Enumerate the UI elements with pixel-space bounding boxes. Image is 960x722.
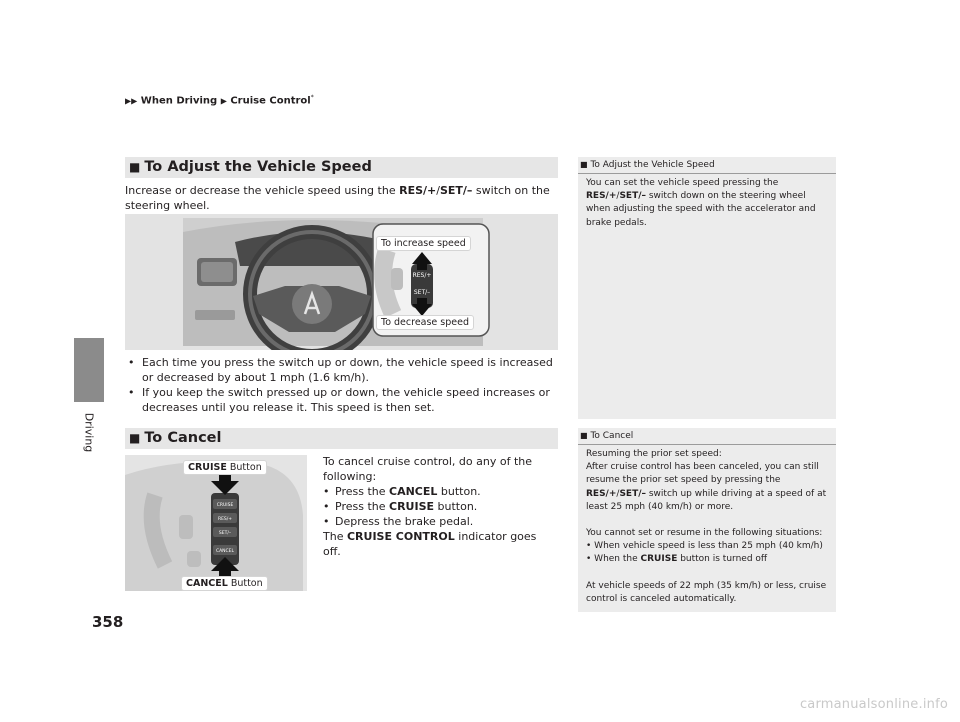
note-cancel bbox=[578, 428, 836, 612]
svg-text:CANCEL: CANCEL bbox=[215, 549, 235, 554]
adjust-intro: Increase or decrease the vehicle speed using the RES/+/SET/– switch on the steering wheel. bbox=[125, 184, 550, 212]
breadcrumb-arrow-icon: ▶▶ bbox=[125, 96, 138, 106]
note-title: ■ To Adjust the Vehicle Speed bbox=[578, 157, 836, 174]
cancel-bullet: • Press the CANCEL button. bbox=[323, 485, 481, 498]
section-heading-cancel: ■ To Cancel bbox=[125, 428, 558, 449]
breadcrumb-topic[interactable]: Cruise Control bbox=[230, 95, 311, 107]
note-title: ■ To Cancel bbox=[578, 428, 836, 445]
svg-text:RES/+: RES/+ bbox=[412, 272, 432, 279]
svg-text:SET/–: SET/– bbox=[413, 289, 431, 296]
chapter-tab bbox=[74, 338, 104, 402]
breadcrumb bbox=[125, 94, 314, 106]
cruise-button-label: CRUISE Button bbox=[183, 460, 267, 475]
cancel-bullet: • Press the CRUISE button. bbox=[323, 500, 478, 513]
chapter-label: Driving bbox=[82, 412, 96, 453]
adjust-bullet-list bbox=[128, 355, 558, 415]
callout-increase-speed: To increase speed bbox=[376, 236, 471, 251]
breadcrumb-chapter[interactable]: When Driving bbox=[140, 95, 218, 107]
square-bullet-icon: ■ bbox=[129, 431, 141, 445]
callout-decrease-speed: To decrease speed bbox=[376, 315, 474, 330]
svg-text:SET/–: SET/– bbox=[218, 531, 232, 536]
cancel-instructions bbox=[323, 454, 555, 559]
adjust-bullet: • If you keep the switch pressed up or down, the vehicle speed increases or decreases until you release it. This speed is then set. bbox=[128, 386, 550, 414]
breadcrumb-arrow-icon: ▶ bbox=[220, 96, 227, 106]
steering-wheel-illustration bbox=[125, 214, 558, 350]
note-icon: ■ bbox=[580, 431, 588, 440]
note-body: You can set the vehicle speed pressing the RES/+/SET/– switch down on the steering wheel when adjusting the speed with the accelerator and brake pedals. bbox=[586, 178, 816, 228]
cancel-button-label: CANCEL Button bbox=[181, 576, 268, 591]
watermark: carmanualsonline.info bbox=[799, 697, 948, 712]
model-mark: * bbox=[310, 94, 314, 101]
page-number: 358 bbox=[92, 613, 124, 631]
svg-text:CRUISE: CRUISE bbox=[216, 503, 234, 508]
svg-text:RES/+: RES/+ bbox=[217, 517, 233, 522]
adjust-bullet: • Each time you press the switch up or down, the vehicle speed is increased or decreased by about 1 mph (1.6 km/h). bbox=[128, 356, 553, 384]
cruise-buttons-illustration bbox=[125, 455, 307, 591]
square-bullet-icon: ■ bbox=[129, 160, 141, 174]
cancel-end-text: The CRUISE CONTROL indicator goes off. bbox=[323, 530, 537, 558]
note-icon: ■ bbox=[580, 160, 588, 169]
note-adjust-speed bbox=[578, 157, 836, 419]
section-heading-adjust: ■ To Adjust the Vehicle Speed bbox=[125, 157, 558, 178]
cancel-intro: To cancel cruise control, do any of the following: bbox=[323, 455, 532, 483]
note-body: Resuming the prior set speed: After cruise control has been canceled, you can still resume the prior set speed by pressing the RES/+/SET/– switch up while driving at a speed of at least 25 mph (40 km/h) or more. You cannot set or resume in the following situations: • When vehicle speed is less than 25 mph (40 km/h) • When the CRUISE button is turned off At vehicle speeds of 22 mph (35 km/h) or less, cruise control is canceled automatically. bbox=[586, 449, 827, 604]
cancel-bullet: • Depress the brake pedal. bbox=[323, 515, 474, 528]
